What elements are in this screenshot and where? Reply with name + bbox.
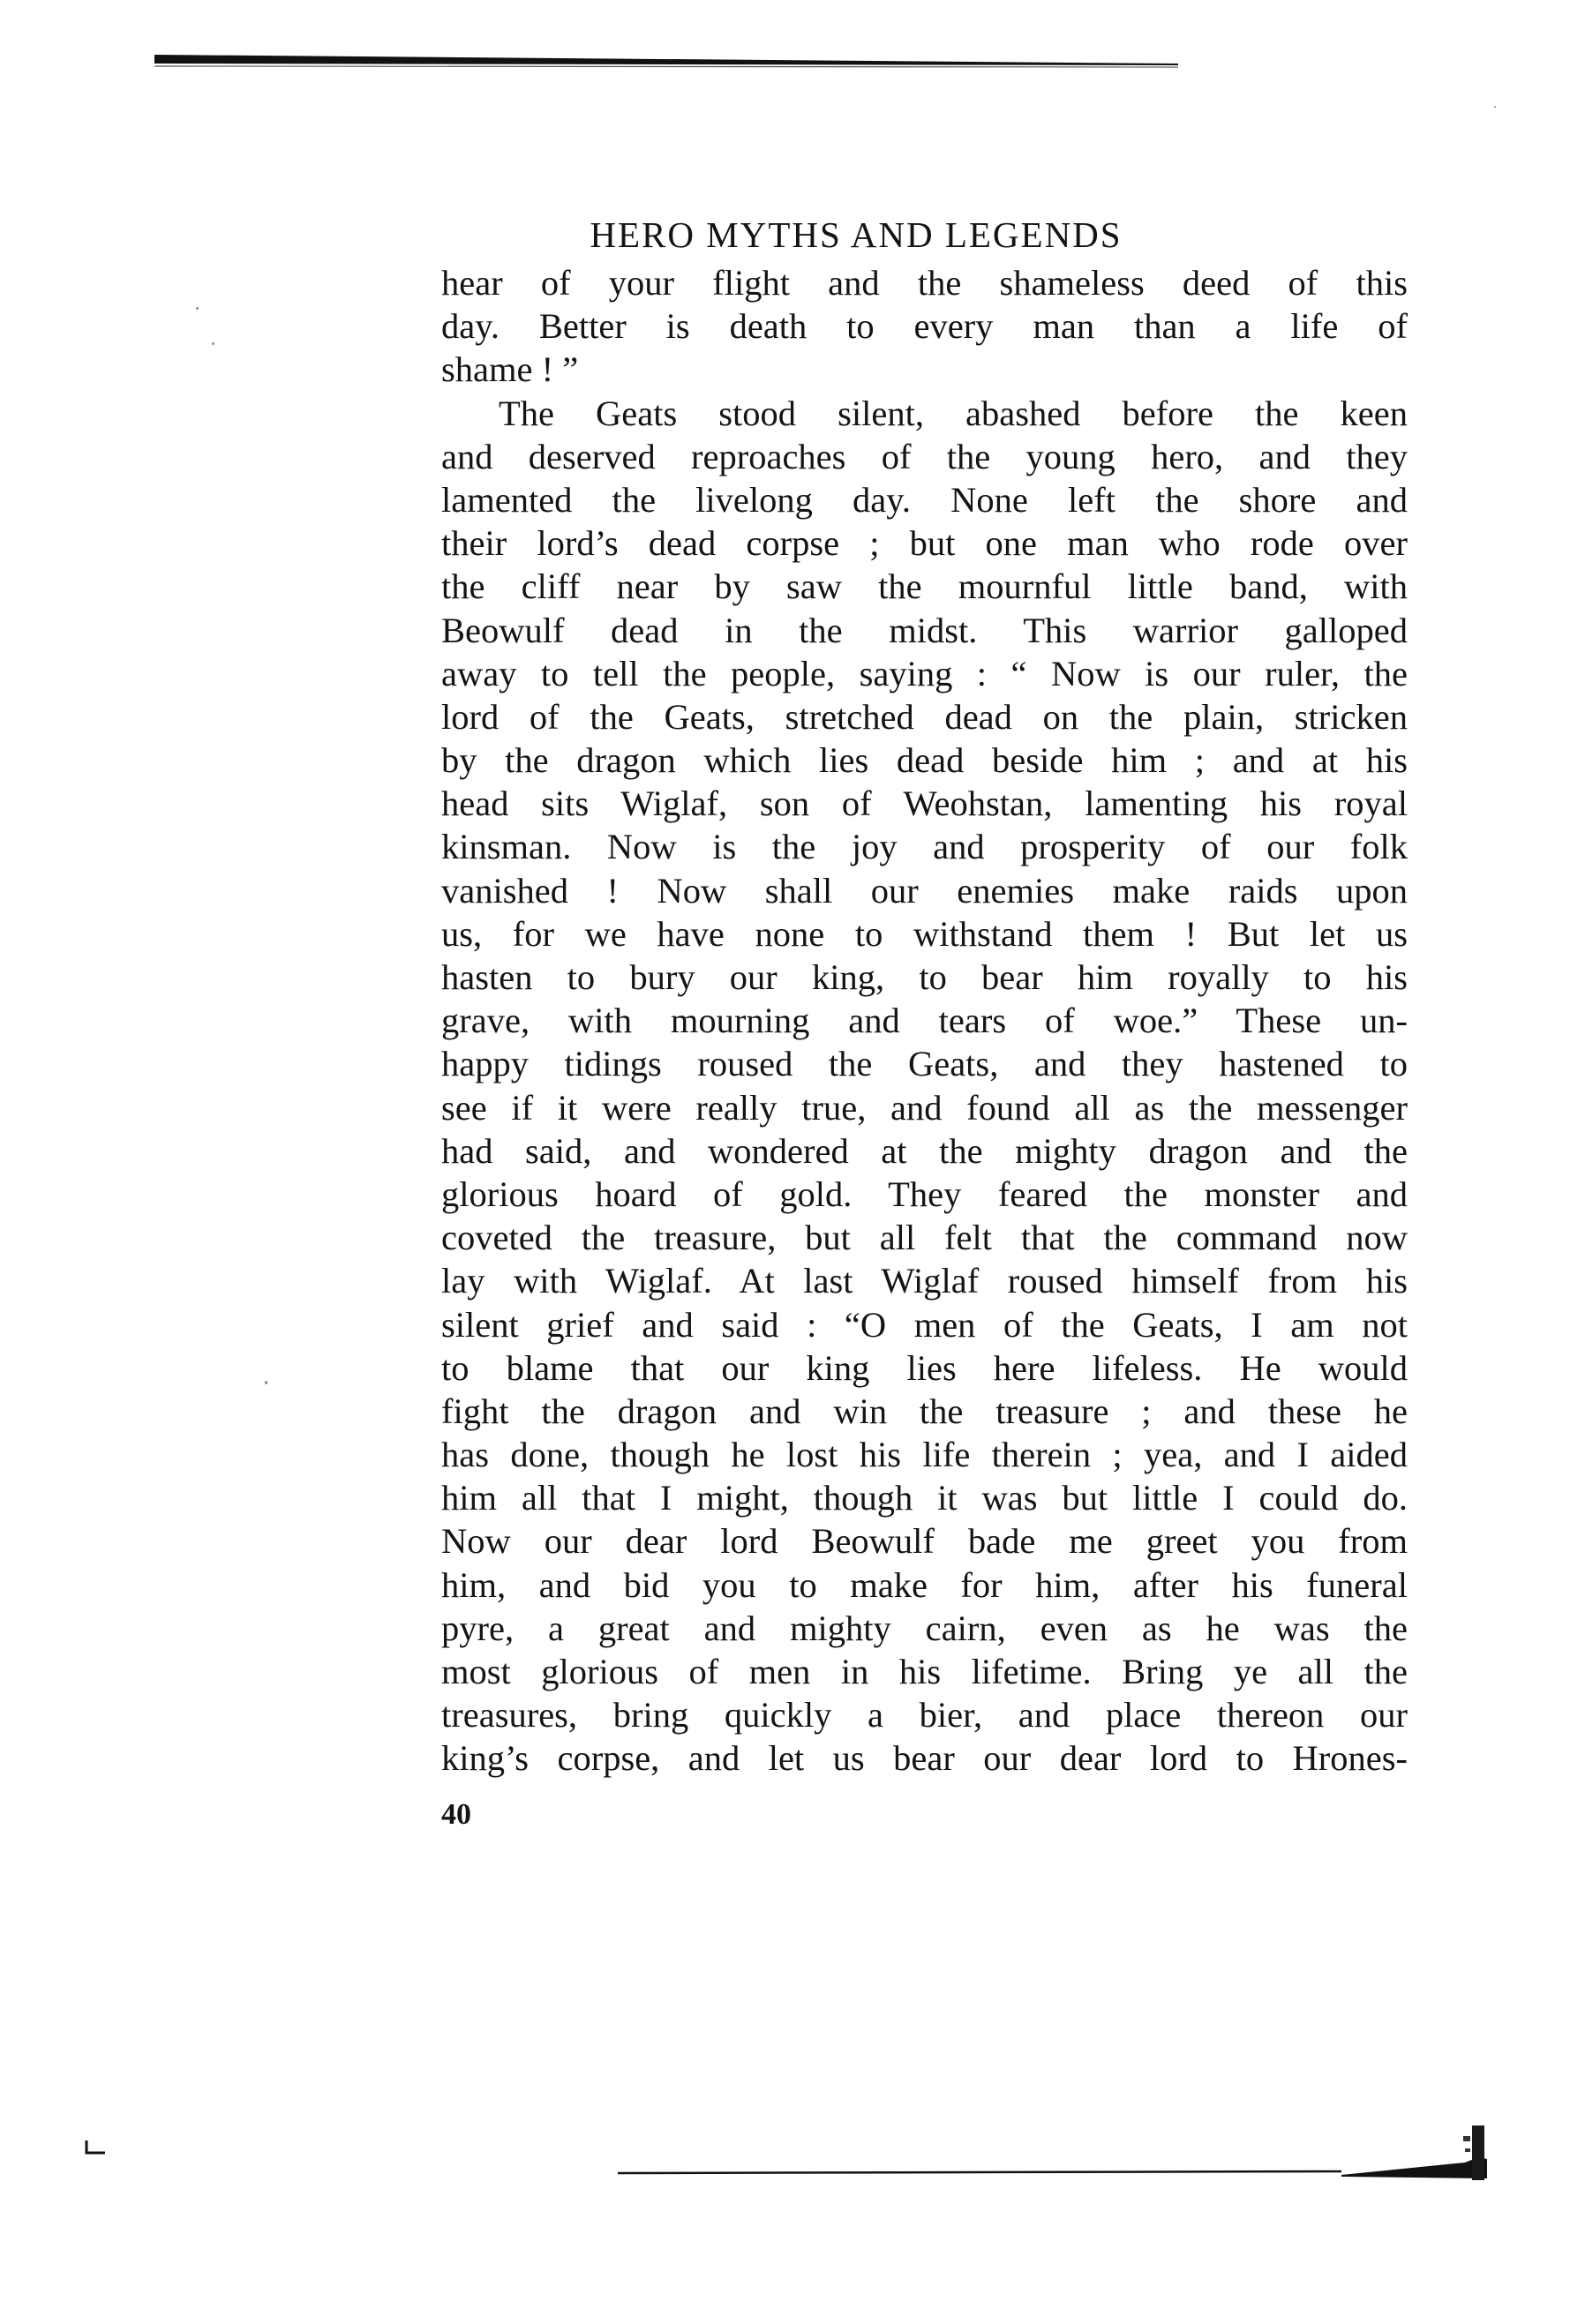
print-speck-decoration [1494,106,1496,108]
text-line: glorious hoard of gold. They feared the monster and [441,1173,1408,1214]
text-line: pyre, a great and mighty cairn, even as he was the [441,1608,1408,1648]
text-line: had said, and wondered at the mighty dragon and the [441,1130,1408,1171]
top-rule-decoration [154,53,1178,69]
text-line: the cliff near by saw the mournful little band, with [441,566,1408,607]
bottom-rule-decoration [618,2122,1491,2184]
text-line: and deserved reproaches of the young hero, and they [441,436,1408,476]
text-line: away to tell the people, saying : “ Now is our ruler, the [441,653,1408,693]
text-line: king’s corpse, and let us bear our dear lord to Hrones- [441,1738,1408,1779]
text-line: by the dragon which lies dead beside him ; and at his [441,740,1408,781]
text-line: lord of the Geats, stretched dead on the plain, stricken [441,696,1408,737]
text-line: day. Better is death to every man than a life of [441,306,1408,347]
text-line: lay with Wiglaf. At last Wiglaf roused himself from his [441,1261,1408,1301]
text-line: him all that I might, though it was but little I could do. [441,1478,1408,1518]
text-line: Now our dear lord Beowulf bade me greet you from [441,1521,1408,1562]
text-line: kinsman. Now is the joy and prosperity of our folk [441,827,1408,867]
text-line: most glorious of men in his lifetime. Bring ye all the [441,1652,1408,1691]
print-speck-decoration [212,342,214,345]
text-line: see if it were really true, and found all as the messenger [441,1087,1408,1128]
text-line: head sits Wiglaf, son of Weohstan, lamenting his royal [441,783,1408,824]
text-line: vanished ! Now shall our enemies make raids upon [441,870,1408,911]
text-line: lamented the livelong day. None left the shore and [441,479,1408,520]
text-line: us, for we have none to withstand them ! But let us [441,913,1408,954]
text-line: The Geats stood silent, abashed before the keen [499,393,1408,433]
crop-mark-decoration [84,2140,107,2155]
text-line: happy tidings roused the Geats, and they hastened to [441,1044,1408,1084]
print-speck-decoration [265,1381,267,1384]
text-line: fight the dragon and win the treasure ; and these he [441,1391,1408,1431]
text-line: him, and bid you to make for him, after his funeral [441,1564,1408,1605]
text-line: has done, though he lost his life therein ; yea, and I aided [441,1435,1408,1475]
text-line: hear of your flight and the shameless deed of this [441,263,1408,303]
text-line: silent grief and said : “O men of the Geats, I am not [441,1304,1408,1345]
page-number: 40 [441,1798,471,1831]
text-line: shame ! ” [441,349,579,390]
text-line: treasures, bring quickly a bier, and place thereon our [441,1695,1408,1736]
print-speck-decoration [196,307,199,310]
body-text [441,261,1408,1780]
text-line: coveted the treasure, but all felt that the command now [441,1218,1408,1258]
text-line: to blame that our king lies here lifeless. He would [441,1347,1408,1388]
text-line: hasten to bury our king, to bear him royally to his [441,957,1408,997]
running-header: HERO MYTHS AND LEGENDS [590,214,1123,255]
text-line: Beowulf dead in the midst. This warrior galloped [441,610,1408,650]
text-line: their lord’s dead corpse ; but one man who rode over [441,523,1408,564]
text-line: grave, with mourning and tears of woe.” These un- [441,1001,1408,1041]
